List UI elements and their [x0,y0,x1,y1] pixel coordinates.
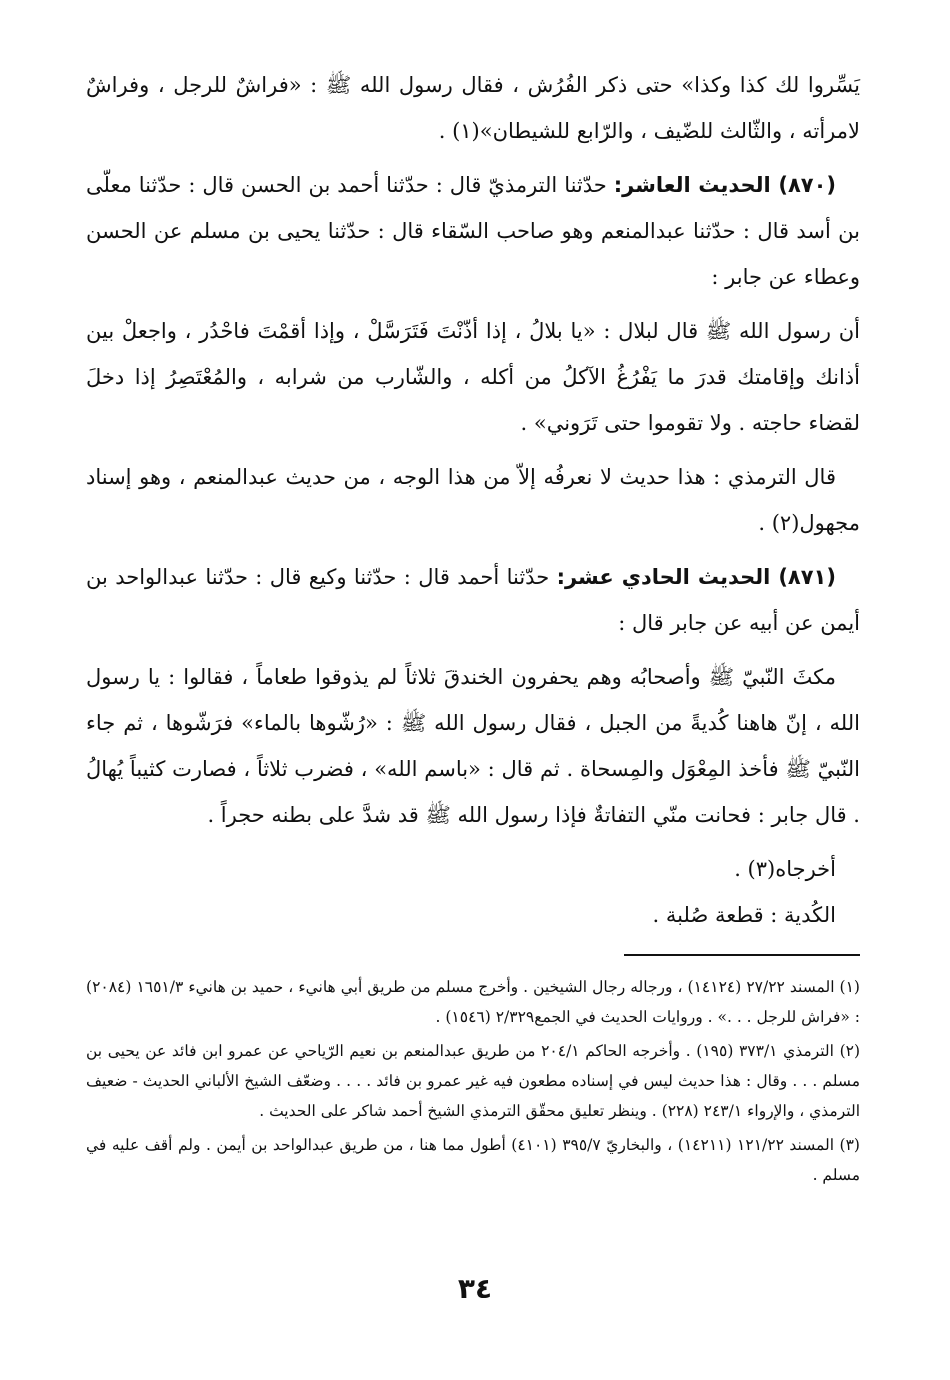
footnote-2: (٢) الترمذي ٣٧٣/١ (١٩٥) . وأخرجه الحاكم ٢٠٤/١ من طريق عبدالمنعم بن نعيم الرّياحي عن عمرو ابن فائد عن يحيى بن مسلم . . . وقال : هذا حديث ليس في إسناده مطعون فيه غير عمرو بن فائد . . . . وضعّف الشيخ الألباني الحديث - ضعيف الترمذي ، والإرواء ٢٤٣/١ (٢٢٨) . وينظر تعليق محقّق الترمذي الشيخ أحمد شاكر على الحديث . [86,1042,861,1120]
hadith-870-tirmidhi-note: قال الترمذي : هذا حديث لا نعرفُه إلاّ من هذا الوجه ، من حديث عبدالمنعم ، وهو إسناد مجهول(٢) . [86,465,860,535]
book-page [86,62,860,1194]
hadith-871-isnad: حدّثنا أحمد قال : حدّثنا وكيع قال : حدّثنا عبدالواحد بن أيمن عن أبيه عن جابر قال : [86,565,860,635]
hadith-870-isnad: حدّثنا الترمذيّ قال : حدّثنا أحمد بن الحسن قال : حدّثنا معلّى بن أسد قال : حدّثنا عبدالمنعم وهو صاحب السّقاء قال : حدّثنا يحيى بن مسلم عن الحسن وعطاء عن جابر : [86,173,860,289]
footnote-separator [624,954,860,956]
hadith-871-matn: مكثَ النّبيّ ﷺ وأصحابُه وهم يحفرون الخندقَ ثلاثاً لم يذوقوا طعاماً ، فقالوا : يا رسول الله ، إنّ هاهنا كُديةً من الجبل ، فقال رسول الله ﷺ : «رُشّوها بالماء» فرَشّوها ، ثم جاء النّبيّ ﷺ فأخذ المِعْوَل والمِسحاة . ثم قال : «باسم الله» ، فضرب ثلاثاً ، فصارت كثيباً يُهالُ . قال جابر : فحانت منّي التفاتةٌ فإذا رسول الله ﷺ قد شدَّ على بطنه حجراً . [86,665,860,827]
main-text [86,62,860,938]
hadith-870-heading: (٨٧٠) الحديث العاشر: [613,173,836,197]
footnotes [86,972,860,1190]
hadith-871 [86,554,860,646]
hadith-871-takhrij: أخرجاه(٣) . [734,857,836,881]
footnote-3: (٣) المسند ١٢١/٢٢ (١٤٢١١) ، والبخاريّ ٣٩٥/٧ (٤١٠١) أطول مما هنا ، من طريق عبدالواحد بن أيمن . ولم أقف عليه في مسلم . [86,1136,860,1184]
hadith-870 [86,162,860,300]
hadith-871-heading: (٨٧١) الحديث الحادي عشر: [556,565,836,589]
paragraph-continuation: يَسِّروا لك كذا وكذا» حتى ذكر الفُرُش ، فقال رسول الله ﷺ : «فراشٌ للرجل ، وفراشٌ لامرأته ، والثّالث للضّيف ، والرّابع للشيطان»(١) . [86,73,860,143]
gloss-kudya: الكُدية : قطعة صُلبة . [652,903,836,927]
hadith-870-matn: أن رسول الله ﷺ قال لبلال : «يا بلالُ ، إذا أذّنْتَ فَتَرَسَّلْ ، وإذا أقمْتَ فاحْدُر ، واجعلْ بين أذانك وإقامتك قدرَ ما يَفْرُغُ الآكلُ من أكله ، والشّارب من شرابه ، والمُعْتَصِرُ إذا دخلَ لقضاء حاجته . ولا تقوموا حتى تَرَوني» . [86,319,860,435]
page-number: ٣٤ [457,1272,493,1305]
footnote-1: (١) المسند ٢٧/٢٢ (١٤١٢٤) ، ورجاله رجال الشيخين . وأخرج مسلم من طريق أبي هانيء ، حميد بن هانيء ١٦٥١/٣ (٢٠٨٤) : «فراش للرجل . . .» . وروايات الحديث في الجمع٢/٣٢٩ (١٥٤٦) . [86,978,860,1026]
